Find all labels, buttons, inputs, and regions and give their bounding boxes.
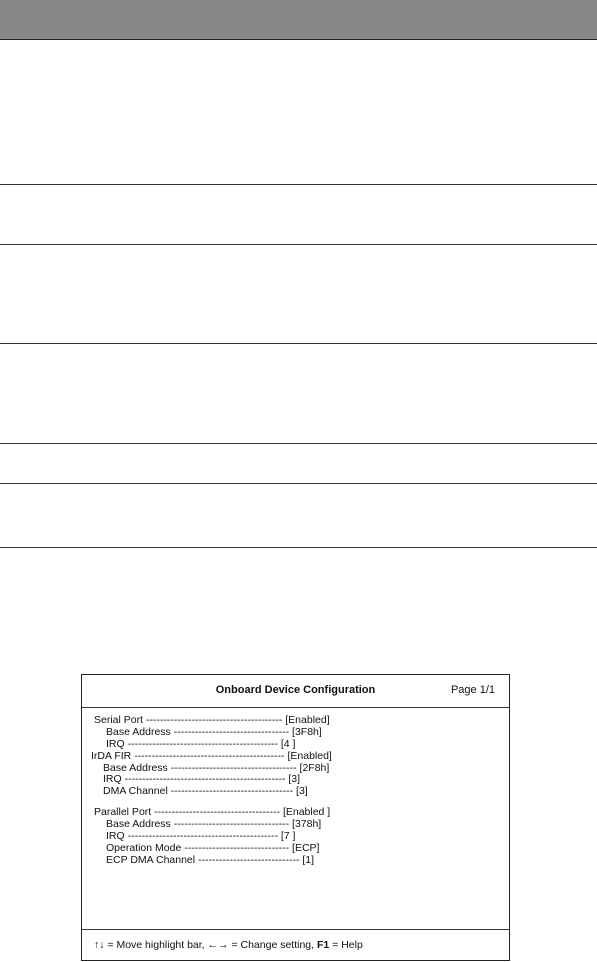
table-divider [0,244,597,245]
setting-value: [2F8h] [299,761,330,774]
setting-label: Base Address [106,818,171,831]
setting-irda-dma-channel[interactable] [94,786,494,798]
setting-label: Operation Mode [106,841,182,854]
bios-title-bar [82,675,509,708]
setting-leader: ----------------------------- [198,853,300,866]
setting-leader: ------------------------------------ [170,761,297,774]
setting-leader: ----------------------------------- [170,785,294,798]
setting-label: IRQ [106,830,125,843]
bios-help-text [94,939,363,951]
setting-value: [3F8h] [292,725,322,738]
bios-page-indicator: Page 1/1 [450,684,495,696]
setting-label: IRQ [106,737,125,750]
setting-value: [378h] [292,818,322,831]
f1-key-label: F1 [316,939,330,951]
table-divider [0,343,597,344]
help-change-text: = Change setting, [228,939,317,951]
setting-label: IRQ [103,773,122,786]
setting-value: [7 ] [280,830,296,843]
setting-value: [3] [288,773,301,786]
left-right-arrows-icon: ←→ [207,939,229,951]
setting-leader: ------------------------------------------- [127,830,278,843]
setting-value: [Enabled ] [282,806,331,819]
bios-settings-list [91,714,494,867]
setting-label: DMA Channel [103,785,168,798]
bios-screen [81,674,510,961]
table-divider [0,483,597,484]
setting-label: IrDA FIR [91,749,132,762]
setting-label: Base Address [103,761,168,774]
bios-title: Onboard Device Configuration [215,684,376,696]
setting-label: Parallel Port [94,806,152,819]
setting-leader: --------------------------------------- [145,714,283,726]
bios-help-bar [82,929,509,960]
help-move-text: = Move highlight bar, [104,939,208,951]
setting-label: ECP DMA Channel [106,853,196,866]
setting-label: Base Address [106,725,171,738]
table-divider [0,547,597,548]
setting-ecp-dma-channel[interactable] [94,855,494,867]
setting-leader: ------------------------------ [184,841,290,854]
setting-leader: ---------------------------------------------- [124,773,286,786]
setting-value: [3] [296,785,308,798]
help-help-text: = Help [329,939,363,951]
setting-value: [Enabled] [287,749,332,762]
table-divider [0,443,597,444]
setting-value: [1] [302,853,315,866]
table-divider [0,184,597,185]
page-header-band [0,0,597,40]
setting-leader: ------------------------------------ [154,806,281,819]
setting-value: [Enabled] [285,714,330,726]
setting-value: [ECP] [292,841,320,854]
setting-value: [4 ] [280,737,296,750]
setting-label: Serial Port [94,714,144,726]
setting-leader: --------------------------------- [173,818,290,831]
setting-leader: ------------------------------------------- [134,749,285,762]
setting-leader: ------------------------------------------- [127,737,278,750]
up-down-arrows-icon: ↑↓ [94,939,105,951]
setting-leader: --------------------------------- [173,725,290,738]
